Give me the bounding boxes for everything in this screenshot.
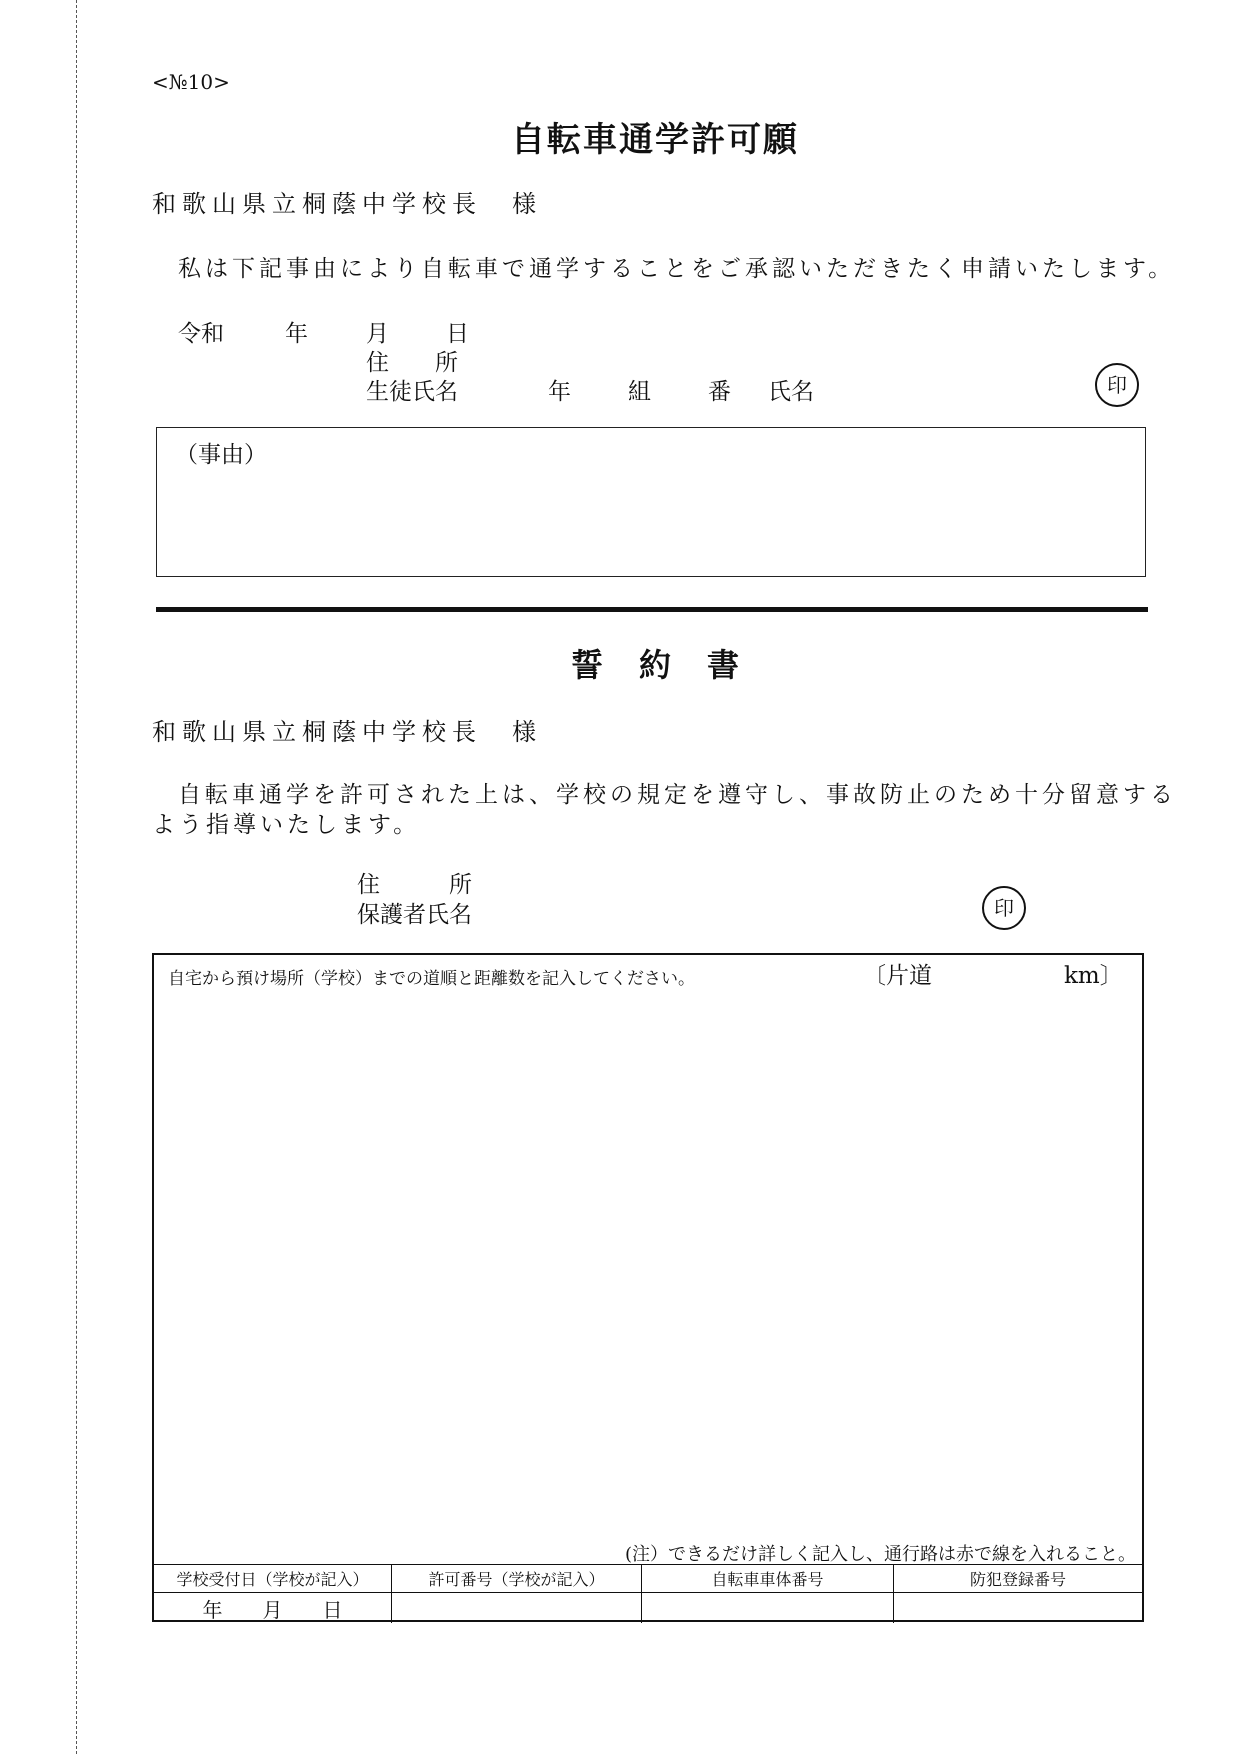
route-note: (注）できるだけ詳しく記入し、通行路は赤で線を入れること。 bbox=[624, 1544, 1136, 1565]
pledge-title bbox=[0, 640, 1240, 686]
grade-label: 年 bbox=[548, 379, 571, 405]
distance-suffix: km〕 bbox=[1064, 963, 1123, 989]
number-label: 番 bbox=[708, 379, 731, 405]
cut-line bbox=[76, 0, 77, 1754]
pledge-title-char-3: 書 bbox=[707, 646, 740, 684]
header-frame-number: 自転車車体番号 bbox=[642, 1565, 894, 1593]
application-title: 自転車通学許可願 bbox=[511, 120, 799, 160]
date-month: 月 bbox=[366, 321, 389, 347]
student-name-label: 生徒氏名 bbox=[366, 379, 458, 405]
guardian-seal: 印 bbox=[982, 886, 1026, 930]
reason-label: （事由） bbox=[175, 442, 267, 468]
pledge-statement-line2: よう指導いたします。 bbox=[152, 812, 421, 838]
date-year: 年 bbox=[285, 321, 308, 347]
crime-registration-cell[interactable] bbox=[894, 1593, 1143, 1624]
student-seal: 印 bbox=[1095, 363, 1139, 407]
application-statement: 私は下記事由により自転車で通学することをご承認いただきたく申請いたします。 bbox=[178, 256, 1176, 282]
class-label: 組 bbox=[628, 379, 651, 405]
route-box[interactable] bbox=[152, 953, 1144, 1622]
pledge-title-char-2: 約 bbox=[638, 646, 671, 684]
section-divider bbox=[156, 607, 1148, 612]
header-permit-number: 許可番号（学校が記入） bbox=[392, 1565, 642, 1593]
distance-prefix: 〔片道 bbox=[863, 963, 932, 989]
frame-number-cell[interactable] bbox=[642, 1593, 894, 1624]
date-day: 日 bbox=[446, 321, 469, 347]
student-address-label: 住 所 bbox=[366, 350, 458, 376]
pledge-addressee: 和歌山県立桐蔭中学校長 様 bbox=[152, 718, 542, 746]
application-addressee: 和歌山県立桐蔭中学校長 様 bbox=[152, 190, 542, 218]
route-instruction: 自宅から預け場所（学校）までの道順と距離数を記入してください。 bbox=[168, 969, 695, 989]
header-crime-registration: 防犯登録番号 bbox=[894, 1565, 1143, 1593]
registration-table bbox=[154, 1564, 1142, 1623]
permit-number-cell[interactable] bbox=[392, 1593, 642, 1624]
header-receipt-date: 学校受付日（学校が記入） bbox=[154, 1565, 392, 1593]
reason-box[interactable] bbox=[156, 427, 1146, 577]
receipt-date-cell[interactable]: 年 月 日 bbox=[154, 1593, 392, 1624]
guardian-address-label: 住 所 bbox=[357, 872, 472, 898]
pledge-title-char-1: 誓 bbox=[570, 646, 603, 684]
guardian-name-label: 保護者氏名 bbox=[357, 902, 472, 928]
pledge-statement-line1: 自転車通学を許可された上は、学校の規定を遵守し、事故防止のため十分留意する bbox=[178, 782, 1177, 808]
date-era: 令和 bbox=[178, 321, 224, 347]
route-distance bbox=[863, 957, 1123, 990]
name-label: 氏名 bbox=[768, 379, 814, 405]
document-number: <№10> bbox=[152, 70, 230, 94]
